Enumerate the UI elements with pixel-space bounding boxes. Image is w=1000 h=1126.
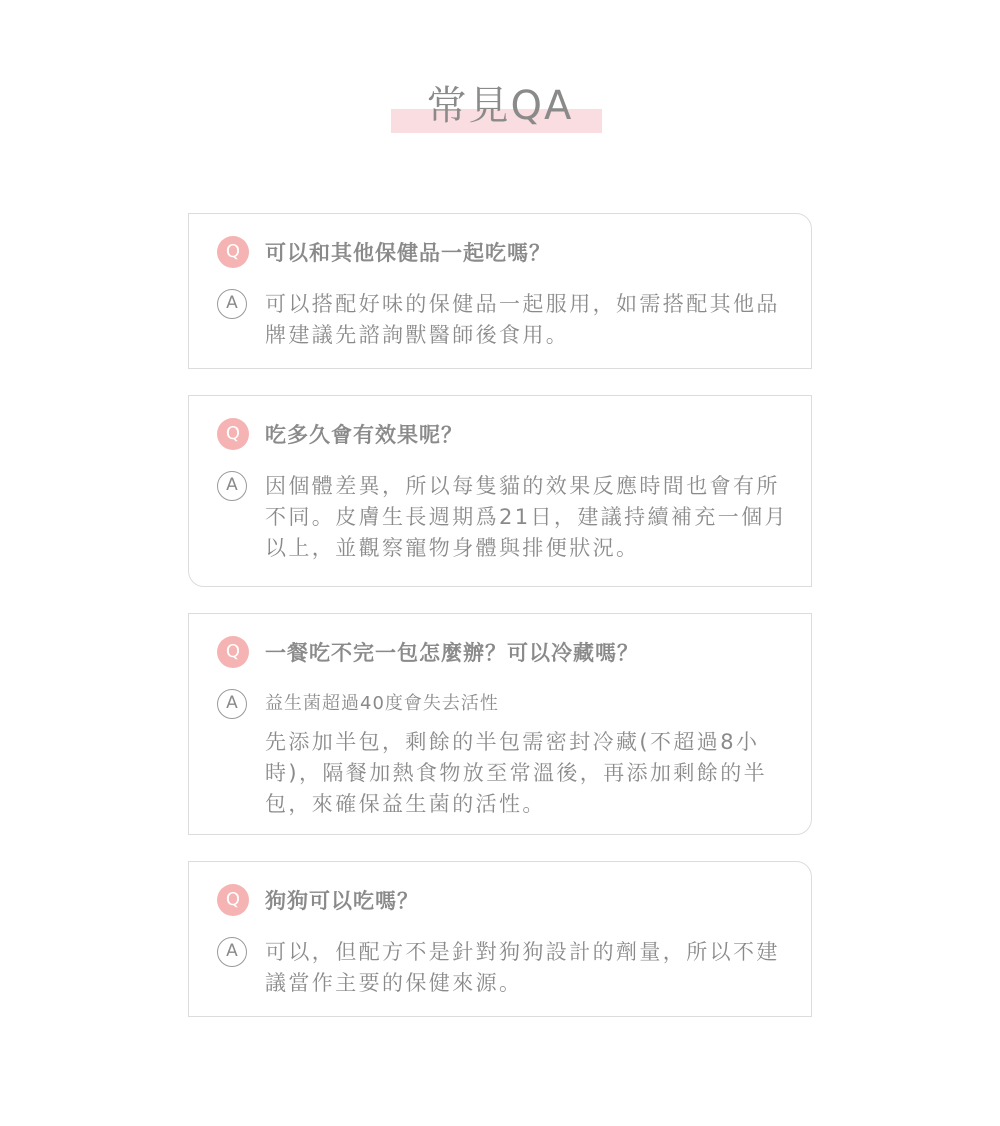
question-row	[217, 635, 639, 669]
question-badge-icon: Q	[217, 418, 249, 450]
faq-card-4	[188, 861, 812, 1017]
title-wrap	[0, 78, 1000, 134]
question-badge-icon: Q	[217, 636, 249, 668]
answer-badge-icon: A	[217, 471, 247, 501]
answer-text	[265, 289, 795, 351]
answer-paragraph: 因個體差異，所以每隻貓的效果反應時間也會有所不同。皮膚生長週期爲21日，建議持續補充一個月以上，並觀察寵物身體與排便狀況。	[265, 474, 788, 560]
answer-badge-icon: A	[217, 289, 247, 319]
answer-badge-icon: A	[217, 689, 247, 719]
faq-card-1	[188, 213, 812, 369]
answer-paragraph: 可以搭配好味的保健品一起服用，如需搭配其他品牌建議先諮詢獸醫師後食用。	[265, 292, 780, 347]
question-text: 可以和其他保健品一起吃嗎？	[265, 241, 551, 265]
question-badge-icon: Q	[217, 236, 249, 268]
question-row	[217, 417, 463, 451]
question-row	[217, 235, 551, 269]
answer-text	[265, 691, 795, 820]
answer-text	[265, 471, 795, 564]
answer-badge-icon: A	[217, 937, 247, 967]
question-text: 一餐吃不完一包怎麼辦？可以冷藏嗎？	[265, 641, 639, 665]
answer-text	[265, 937, 795, 999]
answer-note: 益生菌超過40度會失去活性	[265, 693, 499, 714]
answer-paragraph: 先添加半包，剩餘的半包需密封冷藏(不超過8小時)，隔餐加熱食物放至常溫後，再添加剩餘的半包，來確保益生菌的活性。	[265, 730, 767, 816]
page-title: 常見QA	[426, 83, 574, 129]
question-text: 吃多久會有效果呢？	[265, 423, 463, 447]
faq-card-2	[188, 395, 812, 587]
faq-card-3	[188, 613, 812, 835]
answer-paragraph: 可以，但配方不是針對狗狗設計的劑量，所以不建議當作主要的保健來源。	[265, 940, 780, 995]
question-text: 狗狗可以吃嗎？	[265, 889, 419, 913]
question-row	[217, 883, 419, 917]
question-badge-icon: Q	[217, 884, 249, 916]
